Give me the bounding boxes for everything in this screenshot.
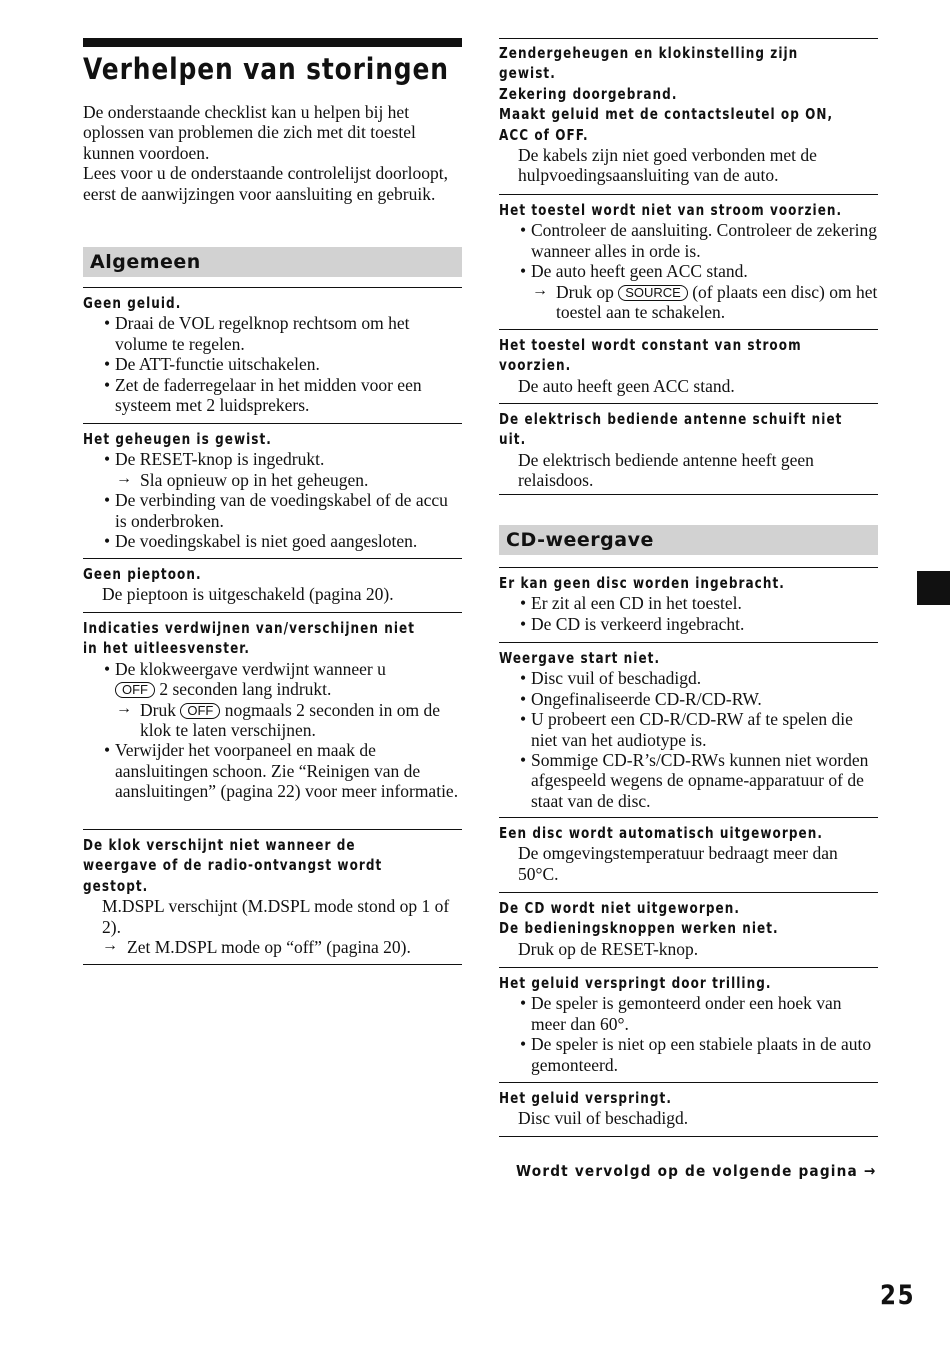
problem-heading: voorzien. <box>499 356 572 375</box>
problem-heading: Zendergeheugen en klokinstelling zijn <box>499 44 799 62</box>
solution-text: De auto heeft geen ACC stand. <box>518 375 735 396</box>
off-key-icon: OFF <box>115 682 155 698</box>
solution-text: De pieptoon is uitgeschakeld (pagina 20). <box>102 584 394 605</box>
list-item <box>83 659 462 700</box>
remedy-item <box>83 700 462 741</box>
trouble-no-beep <box>83 558 462 605</box>
problem-heading: in het uitleesvenster. <box>83 639 250 658</box>
problem-heading: Het geheugen is gewist. <box>83 430 272 448</box>
list-item: • Draai de VOL regelknop rechtsom om het volume te regelen. <box>83 313 462 354</box>
list-item: • De voedingskabel is niet goed aangesloten. <box>83 531 462 551</box>
problem-heading: De CD wordt niet uitgeworpen. <box>499 899 740 917</box>
problem-heading: Een disc wordt automatisch uitgeworpen. <box>499 824 823 842</box>
arrow-right-icon: → <box>863 1162 877 1180</box>
off-key-icon: OFF <box>180 703 220 719</box>
trouble-skips <box>499 1082 878 1137</box>
source-key-icon: SOURCE <box>618 285 688 301</box>
section-title: CD-weergave <box>506 529 654 551</box>
section-title: Algemeen <box>90 251 201 273</box>
list-item: • De speler is gemonteerd onder een hoek van meer dan 60°. <box>499 993 878 1034</box>
item-text: Druk op <box>556 281 614 302</box>
problem-heading: Geen geluid. <box>83 294 182 312</box>
list-item: • De ATT-functie uitschakelen. <box>83 354 462 374</box>
problem-heading: Het toestel wordt niet van stroom voorzien. <box>499 201 843 219</box>
remedy-item: → Zet M.DSPL mode op “off” (pagina 20). <box>83 937 462 957</box>
item-text: De klokweergave verdwijnt wanneer u <box>115 658 386 679</box>
solution-text: De omgevingstemperatuur bedraagt meer dan 50°C. <box>518 843 838 884</box>
list-item: • Verwijder het voorpaneel en maak de aansluitingen schoon. Zie “Reinigen van de aansluitingen” (pagina 22) voor meer informatie. <box>83 740 462 801</box>
intro-paragraph-2: Lees voor u de onderstaande controlelijst doorloopt, eerst de aanwijzingen voor aansluiting en gebruik. <box>83 163 448 204</box>
trouble-no-play <box>499 642 878 811</box>
problem-heading: Weergave start niet. <box>499 649 661 667</box>
list-item: • Zet de faderregelaar in het midden voor een systeem met 2 luidsprekers. <box>83 375 462 416</box>
item-text: nogmaals 2 seconden in om de klok te laten verschijnen. <box>140 699 441 741</box>
list-item: • Sommige CD-R’s/CD-RWs kunnen niet worden afgespeeld wegens de opname-apparatuur of de staat van de disc. <box>499 750 878 811</box>
problem-heading: weergave of de radio-ontvangst wordt <box>83 856 383 875</box>
trouble-stations-erased <box>499 38 878 186</box>
list-item: • De auto heeft geen ACC stand. <box>499 261 878 281</box>
item-text: Druk <box>140 699 176 720</box>
list-item: • De verbinding van de voedingskabel of de accu is onderbroken. <box>83 490 462 531</box>
solution-text: De elektrisch bediende antenne heeft geen relaisdoos. <box>518 449 814 491</box>
section-header-cd <box>499 525 878 555</box>
list-item: • De CD is verkeerd ingebracht. <box>499 614 878 634</box>
problem-heading: De elektrisch bediende antenne schuift niet <box>499 410 843 428</box>
intro-paragraph-1: De onderstaande checklist kan u helpen bij het oplossen van problemen die zich met dit toestel kunnen voordoen. <box>83 102 416 163</box>
solution-text: M.DSPL verschijnt (M.DSPL mode stond op 1 of 2). <box>102 896 450 937</box>
problem-heading: Geen pieptoon. <box>83 565 202 583</box>
problem-heading: uit. <box>499 430 527 449</box>
trouble-constant-power <box>499 329 878 396</box>
problem-heading: gewist. <box>499 64 556 83</box>
problem-heading: De bedieningsknoppen werken niet. <box>499 919 779 938</box>
trouble-antenna <box>499 403 878 495</box>
trouble-indications <box>83 612 462 802</box>
solution-text: Druk op de RESET-knop. <box>518 938 699 959</box>
trouble-auto-eject <box>499 817 878 884</box>
list-item: • De RESET-knop is ingedrukt. <box>83 449 462 469</box>
title-rule <box>83 38 462 47</box>
problem-heading: Maakt geluid met de contactsleutel op ON, <box>499 105 834 124</box>
list-item: • Controleer de aansluiting. Controleer de zekering wanneer alles in orde is. <box>499 220 878 261</box>
solution-text: Disc vuil of beschadigd. <box>518 1108 689 1129</box>
trouble-no-sound <box>83 287 462 415</box>
page-title: Verhelpen van storingen <box>83 52 449 86</box>
continued-note <box>516 1162 876 1180</box>
solution-text: De kabels zijn niet goed verbonden met de hulpvoedingsaansluiting van de auto. <box>518 145 817 186</box>
problem-heading: Het toestel wordt constant van stroom <box>499 336 802 354</box>
problem-heading: Het geluid verspringt. <box>499 1089 672 1107</box>
trouble-clock <box>83 829 462 965</box>
list-item: • Er zit al een CD in het toestel. <box>499 593 878 613</box>
intro-text <box>83 102 463 204</box>
problem-heading: Het geluid verspringt door trilling. <box>499 974 772 992</box>
list-item: • Disc vuil of beschadigd. <box>499 668 878 688</box>
continued-text: Wordt vervolgd op de volgende pagina <box>516 1162 858 1180</box>
problem-heading: Zekering doorgebrand. <box>499 84 678 103</box>
remedy-item: → Sla opnieuw op in het geheugen. <box>83 470 462 490</box>
problem-heading: De klok verschijnt niet wanneer de <box>83 836 356 854</box>
trouble-no-eject <box>499 892 878 959</box>
list-item: • De speler is niet op een stabiele plaats in de auto gemonteerd. <box>499 1034 878 1075</box>
item-text: (of plaats een disc) om het toestel aan te schakelen. <box>556 281 878 323</box>
trouble-no-power <box>499 194 878 322</box>
trouble-memory-erased <box>83 423 462 551</box>
remedy-item <box>499 282 878 323</box>
trouble-no-insert <box>499 567 878 634</box>
problem-heading: ACC of OFF. <box>499 125 589 144</box>
section-header-general <box>83 247 462 277</box>
trouble-vibration <box>499 967 878 1075</box>
list-item: • Ongefinaliseerde CD-R/CD-RW. <box>499 689 878 709</box>
item-text: 2 seconden lang indrukt. <box>159 679 332 700</box>
problem-heading: Indicaties verdwijnen van/verschijnen niet <box>83 619 416 637</box>
list-item: • U probeert een CD-R/CD-RW af te spelen die niet van het audiotype is. <box>499 709 878 750</box>
thumb-index-tab <box>917 571 950 605</box>
page-number: 25 <box>880 1280 916 1311</box>
problem-heading: gestopt. <box>83 876 149 895</box>
problem-heading: Er kan geen disc worden ingebracht. <box>499 574 785 592</box>
